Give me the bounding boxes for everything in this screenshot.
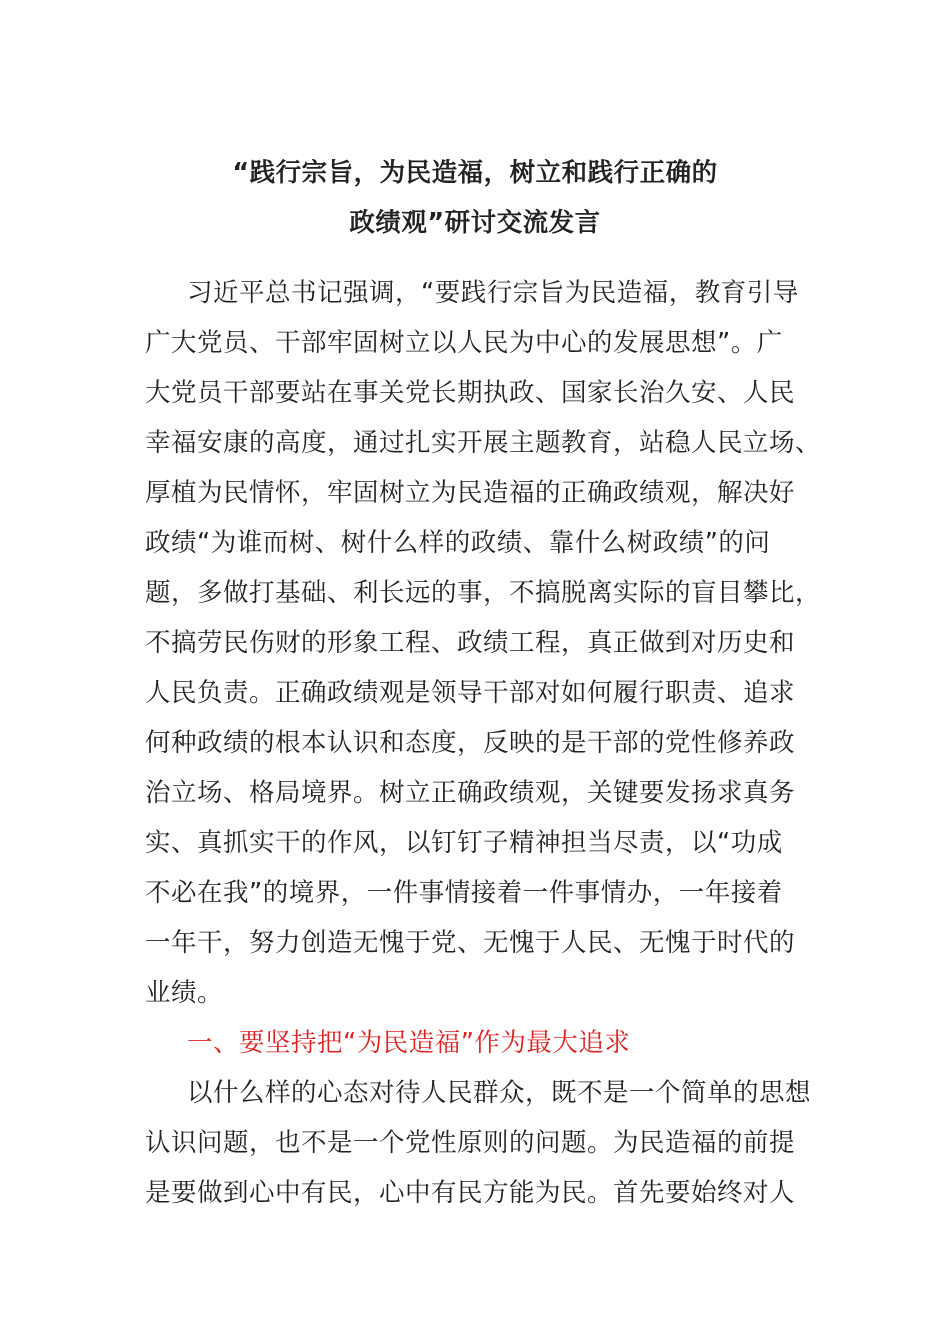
text-line: 不必在我”的境界，一件事情接着一件事情办，一年接着 [145,878,783,908]
text-line: 习近平总书记强调，“要践行宗旨为民造福，教育引导 [187,278,799,308]
text-line: 是要做到心中有民，心中有民方能为民。首先要始终对人 [145,1178,796,1208]
paragraph-2 [145,1068,810,1218]
text-line: 政绩“为谁而树、树什么样的政绩、靠什么树政绩”的问 [145,528,771,558]
text-line: 题，多做打基础、利长远的事，不搞脱离实际的盲目攀比， [145,578,822,608]
text-line: 人民负责。正确政绩观是领导干部对如何履行职责、追求 [145,678,796,708]
text-line: 业绩。 [145,978,224,1008]
text-line: 不搞劳民伤财的形象工程、政绩工程，真正做到对历史和 [145,628,796,658]
text-line: 认识问题，也不是一个党性原则的问题。为民造福的前提 [145,1128,796,1158]
text-line: 何种政绩的根本认识和态度，反映的是干部的党性修养政 [145,728,796,758]
text-line: 广大党员、干部牢固树立以人民为中心的发展思想”。广 [145,328,783,358]
text-line: 以什么样的心态对待人民群众，既不是一个简单的思想 [187,1078,812,1108]
text-line: 实、真抓实干的作风，以钉钉子精神担当尽责，以“功成 [145,828,783,858]
document-title [120,148,830,248]
text-line: 幸福安康的高度，通过扎实开展主题教育，站稳人民立场、 [145,428,822,458]
title-line: 政绩观”研讨交流发言 [349,208,601,238]
text-line: 治立场、格局境界。树立正确政绩观，关键要发扬求真务 [145,778,796,808]
text-line: 厚植为民情怀，牢固树立为民造福的正确政绩观，解决好 [145,478,796,508]
paragraph-1 [145,268,822,1018]
text-line: 一年干，努力创造无愧于党、无愧于人民、无愧于时代的 [145,928,796,958]
section-heading: 一、要坚持把“为民造福”作为最大追求 [187,1028,631,1058]
text-line: 大党员干部要站在事关党长期执政、国家长治久安、人民 [145,378,796,408]
title-line: “践行宗旨，为民造福，树立和践行正确的 [232,158,718,188]
document-body [145,268,822,1218]
